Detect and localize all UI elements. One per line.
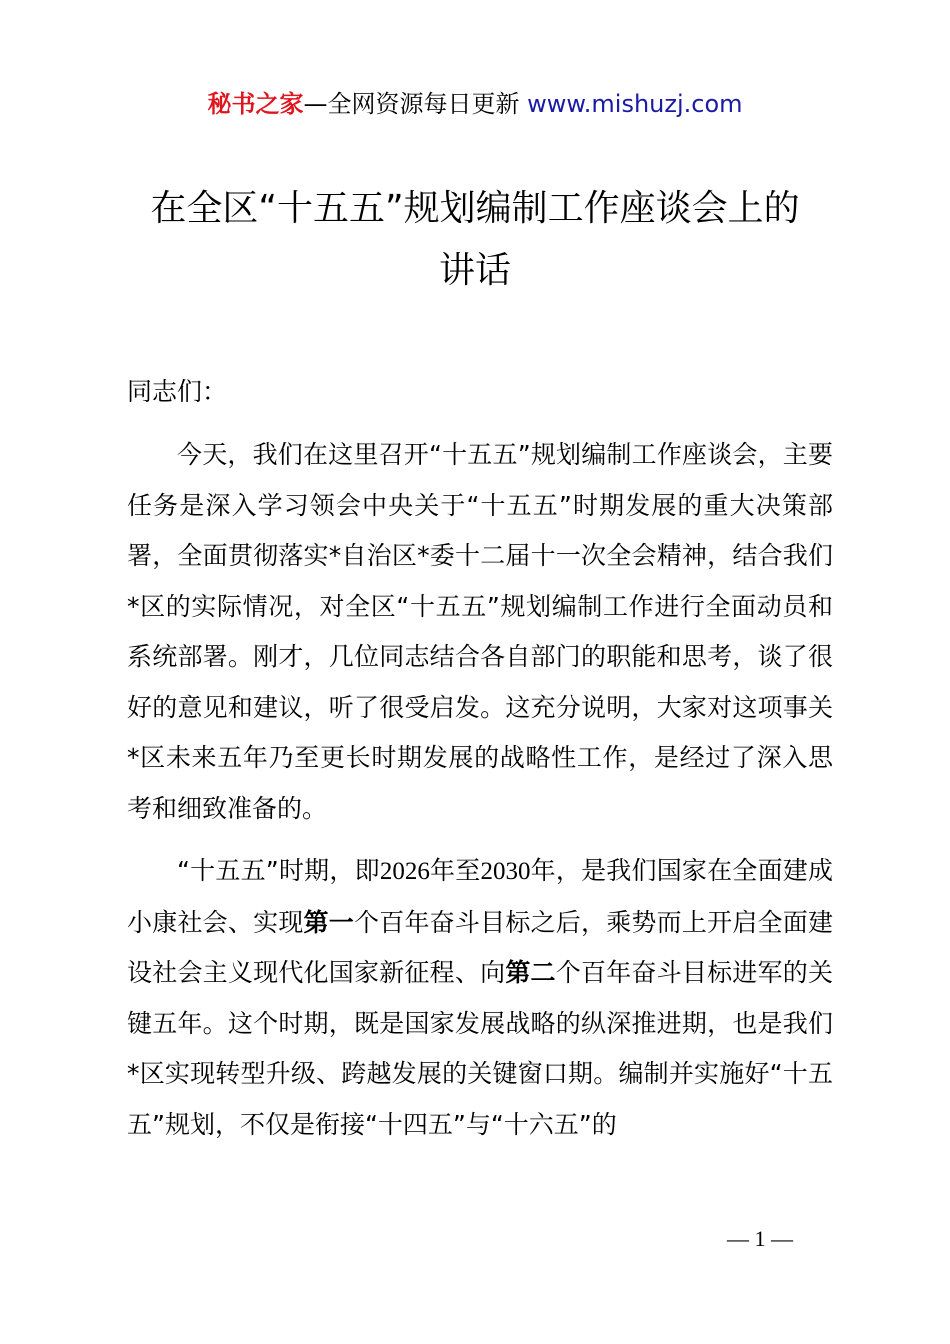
bold-first: 第一 — [303, 907, 354, 937]
salutation: 同志们： — [127, 377, 228, 406]
site-header — [0, 86, 950, 122]
site-url-link[interactable]: www.mishuzj.com — [527, 90, 743, 118]
brand-name: 秘书之家 — [207, 90, 304, 118]
paragraph-2-part-5: 个百年奋斗目标进军的关键五年。这个时期，既是国家发展战略的纵深推进期，也是我们*区实现转型升级、跨越发展的关键窗口期。编制并实施好“十五五”规划，不仅是衔接“十四五”与“十六五”的 — [127, 958, 833, 1139]
paragraph-2-part-2: 年至 — [429, 856, 481, 885]
paragraph-2-part-4: 个百年奋斗目标之后，乘势而上开启全面建设社会主义现代化国家新征程、向 — [127, 907, 833, 987]
page-number: — 1 — — [727, 1226, 793, 1251]
document-title — [100, 178, 850, 302]
bold-second: 第二 — [505, 958, 556, 987]
paragraph-1: 今天，我们在这里召开“十五五”规划编制工作座谈会，主要任务是深入学习领会中央关于“十五五”时期发展的重大决策部署，全面贯彻落实*自治区*委十二届十一次全会精神，结合我们*区的实际情况，对全区“十五五”规划编制工作进行全面动员和系统部署。刚才，几位同志结合各自部门的职能和思考，谈了很好的意见和建议，听了很受启发。这充分说明，大家对这项事关*区未来五年乃至更长时期发展的战略性工作，是经过了深入思考和细致准备的。 — [127, 440, 833, 823]
year-end: 2030 — [480, 858, 531, 885]
document-body — [127, 372, 833, 1162]
paragraph-2-part-1: “十五五”时期，即 — [177, 856, 380, 885]
year-start: 2026 — [379, 858, 430, 885]
paragraph-2 — [127, 846, 833, 1150]
title-line-2: 讲话 — [438, 250, 511, 291]
header-tagline: —全网资源每日更新 — [303, 90, 520, 118]
title-line-1: 在全区“十五五”规划编制工作座谈会上的 — [150, 188, 800, 229]
paragraph-2-part-3: 年，是我们国家在全面建成小康社会、实现 — [127, 856, 833, 937]
